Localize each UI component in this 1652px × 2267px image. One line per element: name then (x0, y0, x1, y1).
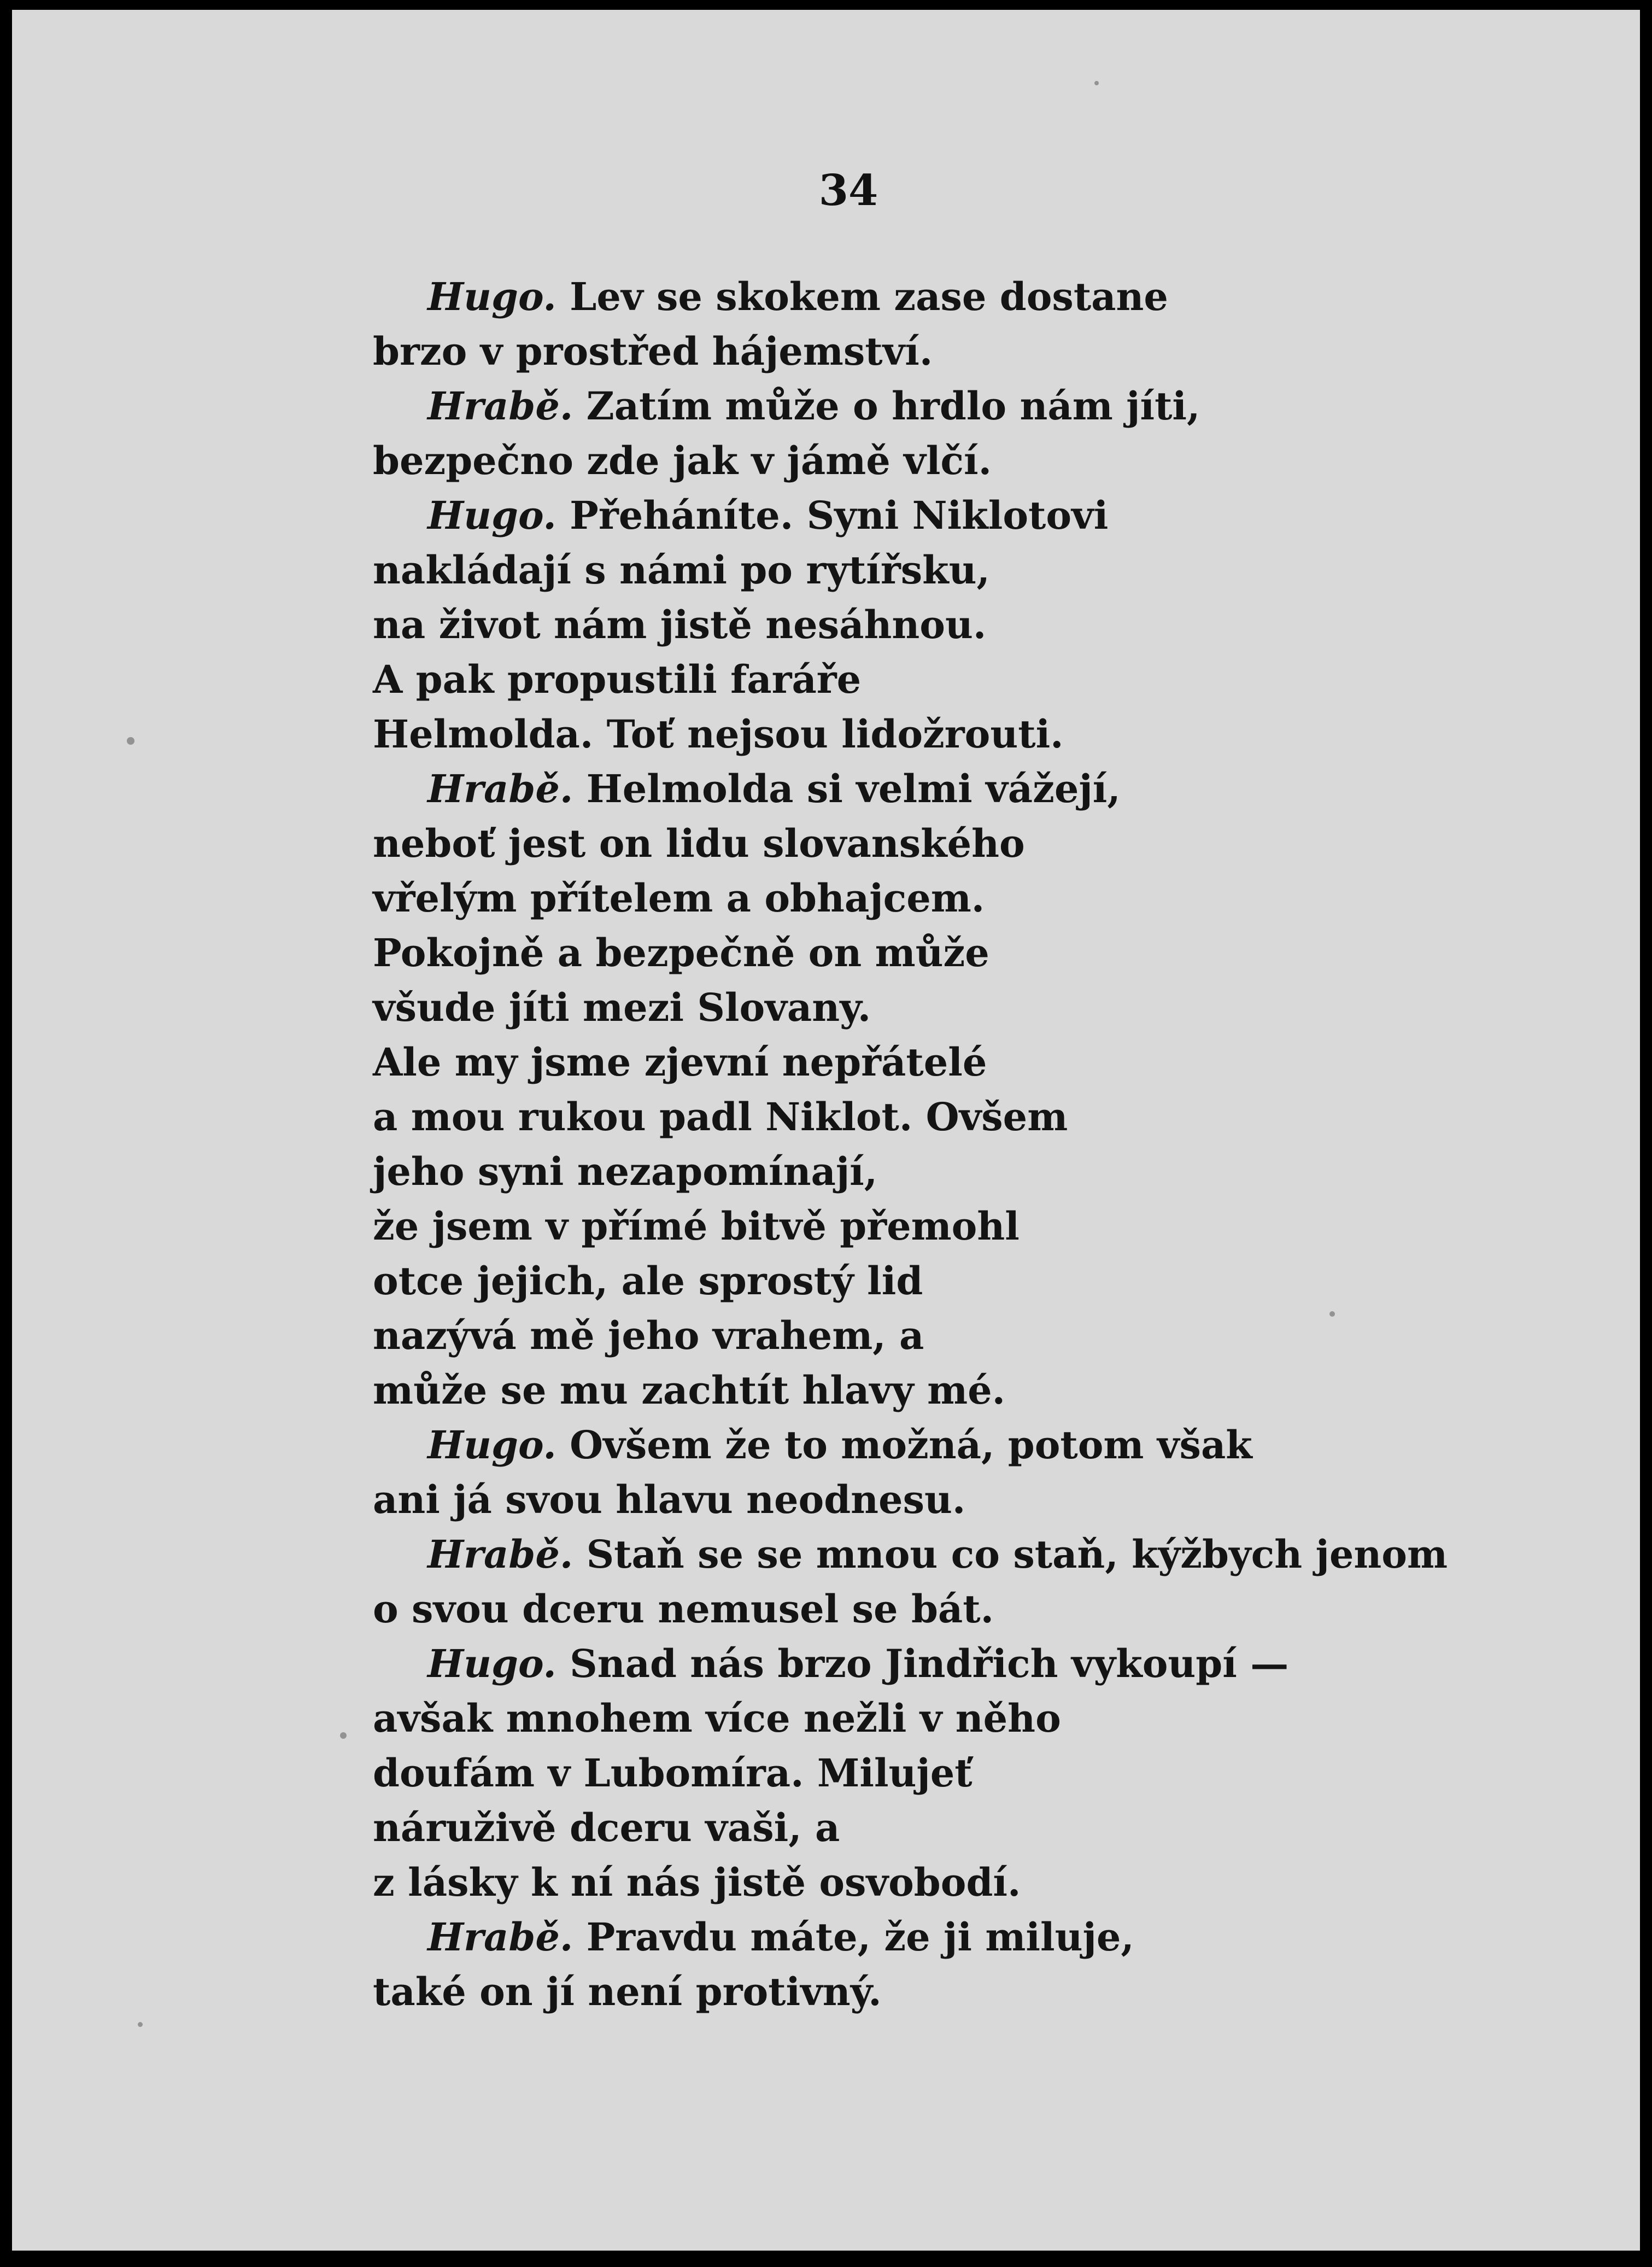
line-text: doufám v Lubomíra. Milujeť (373, 1750, 973, 1796)
text-line (373, 1691, 1575, 1746)
line-text: A pak propustili faráře (373, 657, 862, 702)
text-line (373, 1308, 1575, 1363)
text-line (373, 1527, 1575, 1582)
line-text: brzo v prostřed hájemství. (373, 329, 933, 374)
line-text: otce jejich, ale sprostý lid (373, 1258, 923, 1304)
speaker-name: Hrabě. (427, 766, 573, 811)
line-text: Snad nás brzo Jindřich vykoupí — (556, 1641, 1289, 1686)
line-text: neboť jest on lidu slovanského (373, 821, 1025, 866)
text-line (373, 1582, 1575, 1637)
text-line (373, 816, 1575, 871)
text-line (373, 1254, 1575, 1308)
line-text: jeho syni nezapomínají, (373, 1149, 878, 1194)
play-text (373, 270, 1575, 2019)
text-line (373, 488, 1575, 543)
text-line (373, 598, 1575, 652)
speaker-name: Hugo. (427, 493, 556, 538)
paper-speck (138, 2022, 143, 2027)
text-line (373, 1473, 1575, 1527)
line-text: Ovšem že to možná, potom však (556, 1422, 1252, 1468)
text-line (373, 543, 1575, 598)
line-text: nazývá mě jeho vrahem, a (373, 1313, 924, 1358)
speaker-name: Hugo. (427, 1422, 556, 1468)
speaker-name: Hugo. (427, 1641, 556, 1686)
line-text: avšak mnohem více nežli v něho (373, 1696, 1061, 1741)
line-text: Lev se skokem zase dostane (556, 274, 1168, 319)
text-line (373, 324, 1575, 379)
text-line (373, 1199, 1575, 1254)
text-line (373, 1144, 1575, 1199)
line-text: a mou rukou padl Niklot. Ovšem (373, 1094, 1068, 1140)
text-line (373, 1418, 1575, 1473)
text-line (373, 1855, 1575, 1910)
line-text: Zatím může o hrdlo nám jíti, (573, 383, 1200, 429)
line-text: může se mu zachtít hlavy mé. (373, 1368, 1006, 1413)
line-text: Pokojně a bezpečně on může (373, 930, 989, 975)
line-text: Staň se se mnou co staň, kýžbych jenom (573, 1532, 1448, 1577)
text-line (373, 1090, 1575, 1144)
text-line (373, 379, 1575, 434)
text-line (373, 270, 1575, 324)
text-line (373, 1910, 1575, 1965)
text-line (373, 1637, 1575, 1691)
scanned-page (12, 10, 1640, 2251)
line-text: Přeháníte. Syni Niklotovi (556, 493, 1109, 538)
paper-speck (127, 737, 134, 745)
paper-speck (1094, 81, 1099, 85)
line-text: všude jíti mezi Slovany. (373, 985, 871, 1030)
line-text: ani já svou hlavu neodnesu. (373, 1477, 966, 1522)
speaker-name: Hugo. (427, 274, 556, 319)
line-text: také on jí není protivný. (373, 1969, 882, 2014)
text-line (373, 652, 1575, 707)
text-line (373, 926, 1575, 980)
line-text: vřelým přítelem a obhajcem. (373, 875, 985, 921)
line-text: Ale my jsme zjevní nepřátelé (373, 1039, 987, 1085)
speaker-name: Hrabě. (427, 383, 573, 429)
speaker-name: Hrabě. (427, 1914, 573, 1960)
line-text: Pravdu máte, že ji miluje, (573, 1914, 1134, 1960)
text-line (373, 980, 1575, 1035)
text-line (373, 1965, 1575, 2019)
text-line (373, 1035, 1575, 1090)
text-line (373, 762, 1575, 816)
text-line (373, 707, 1575, 762)
page-number: 34 (818, 166, 878, 215)
paper-speck (340, 1732, 347, 1739)
line-text: o svou dceru nemusel se bát. (373, 1586, 994, 1632)
text-line (373, 1746, 1575, 1801)
line-text: nakládají s námi po rytířsku, (373, 547, 990, 593)
text-line (373, 1363, 1575, 1418)
line-text: na život nám jistě nesáhnou. (373, 602, 987, 647)
line-text: že jsem v přímé bitvě přemohl (373, 1203, 1020, 1249)
line-text: Helmolda si velmi vážejí, (573, 766, 1121, 811)
text-line (373, 1801, 1575, 1855)
line-text: bezpečno zde jak v jámě vlčí. (373, 438, 992, 483)
line-text: z lásky k ní nás jistě osvobodí. (373, 1860, 1021, 1905)
speaker-name: Hrabě. (427, 1532, 573, 1577)
line-text: Helmolda. Toť nejsou lidožrouti. (373, 711, 1064, 757)
text-line (373, 434, 1575, 488)
text-line (373, 871, 1575, 926)
line-text: náruživě dceru vaši, a (373, 1805, 840, 1850)
